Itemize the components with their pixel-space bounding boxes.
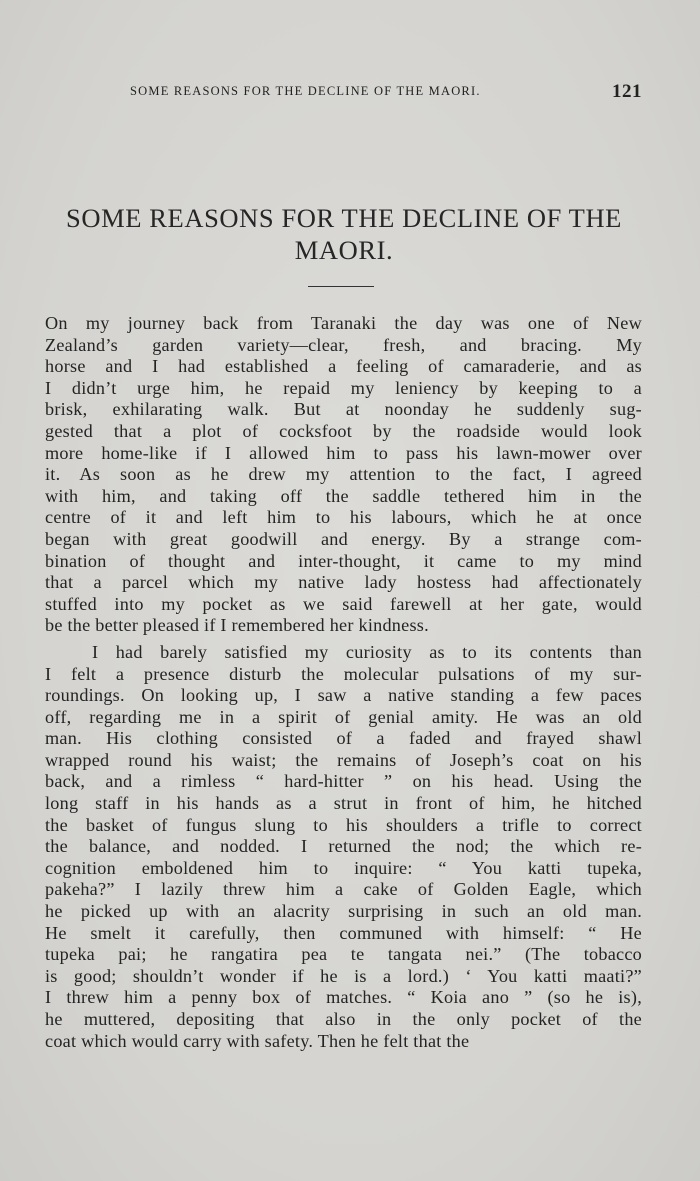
running-head — [130, 81, 642, 104]
paragraph-1 — [45, 313, 642, 637]
text-line: back, and a rimless “ hard-hitter ” on his head. Using the — [45, 771, 642, 792]
text-line: cognition emboldened him to inquire: “ You katti tupeka, — [45, 857, 642, 878]
text-line: I felt a presence disturb the molecular pulsations of my sur- — [45, 663, 642, 684]
text-line: that a parcel which my native lady hostess had affectionately — [45, 572, 642, 593]
text-line: pakeha?” I lazily threw him a cake of Golden Eagle, which — [45, 879, 642, 900]
text-line: centre of it and left him to his labours, which he at once — [45, 507, 642, 528]
text-line: it. As soon as he drew my attention to the fact, I agreed — [45, 464, 642, 485]
text-line: I had barely satisfied my curiosity as to its contents than — [92, 641, 642, 662]
text-line: be the better pleased if I remembered her kindness. — [45, 615, 429, 636]
text-line: On my journey back from Taranaki the day was one of New — [45, 313, 642, 333]
chapter-title-line-2: MAORI. — [294, 235, 394, 265]
text-line: is good; shouldn’t wonder if he is a lord.) ‘ You katti maati?” — [45, 965, 642, 986]
body-text — [45, 313, 642, 1057]
text-line: stuffed into my pocket as we said farewell at her gate, would — [45, 593, 642, 614]
text-line: the basket of fungus slung to his shoulders a trifle to correct — [45, 814, 642, 835]
text-line: Zealand’s garden variety—clear, fresh, and bracing. My — [45, 334, 642, 355]
chapter-title — [38, 202, 650, 266]
text-line: man. His clothing consisted of a faded and frayed shawl — [45, 728, 642, 749]
chapter-title-line-1: SOME REASONS FOR THE DECLINE OF THE — [66, 203, 622, 233]
text-line: horse and I had established a feeling of camaraderie, and as — [45, 356, 642, 377]
text-line: he picked up with an alacrity surprising in such an old man. — [45, 901, 642, 922]
text-line: I threw him a penny box of matches. “ Koia ano ” (so he is), — [45, 987, 642, 1008]
text-line: more home-like if I allowed him to pass his lawn-mower over — [45, 442, 642, 463]
text-line: roundings. On looking up, I saw a native standing a few paces — [45, 685, 642, 706]
title-rule — [308, 286, 374, 287]
text-line: he muttered, depositing that also in the only pocket of the — [45, 1009, 642, 1029]
text-line: I didn’t urge him, he repaid my leniency by keeping to a — [45, 377, 642, 398]
text-line: wrapped round his waist; the remains of Joseph’s coat on his — [45, 749, 642, 770]
text-line: brisk, exhilarating walk. But at noonday he suddenly sug- — [45, 399, 642, 420]
running-title: SOME REASONS FOR THE DECLINE OF THE MAORI. — [130, 84, 481, 98]
text-line: the balance, and nodded. I returned the nod; the which re- — [45, 836, 642, 857]
text-line: began with great goodwill and energy. By a strange com- — [45, 528, 642, 549]
text-line: coat which would carry with safety. Then he felt that the — [45, 1030, 470, 1051]
page-number: 121 — [612, 81, 642, 102]
text-line: long staff in his hands as a strut in front of him, he hitched — [45, 793, 642, 814]
text-line: off, regarding me in a spirit of genial amity. He was an old — [45, 706, 642, 727]
text-line: with him, and taking off the saddle tethered him in the — [45, 485, 642, 506]
text-line: bination of thought and inter-thought, it came to my mind — [45, 550, 642, 571]
text-line: gested that a plot of cocksfoot by the roadside would look — [45, 420, 642, 441]
text-line: He smelt it carefully, then communed with himself: “ He — [45, 922, 642, 943]
text-line: tupeka pai; he rangatira pea te tangata nei.” (The tobacco — [45, 944, 642, 965]
paragraph-2 — [45, 642, 642, 1052]
